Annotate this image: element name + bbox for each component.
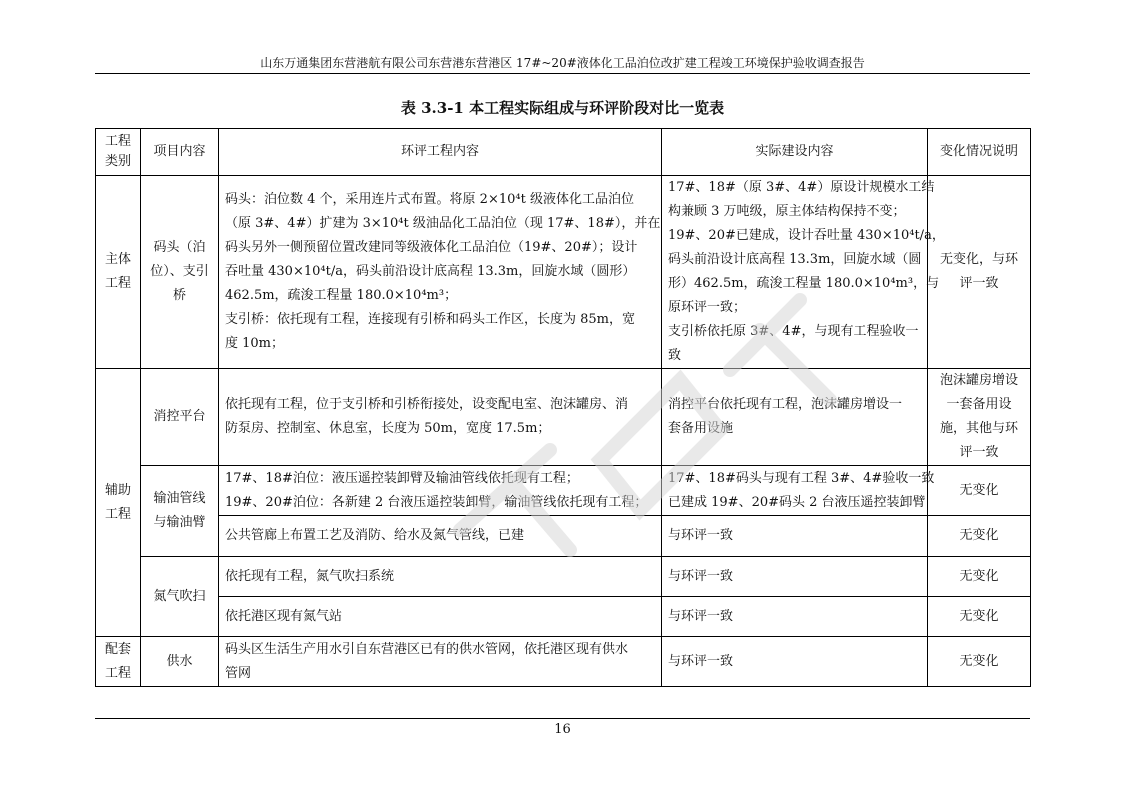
change-pipeline-1: 无变化 bbox=[928, 466, 1031, 516]
table-row-pipeline-1 bbox=[96, 466, 1031, 516]
actual-water-supply: 与环评一致 bbox=[662, 637, 928, 687]
page-number: 16 bbox=[554, 722, 571, 737]
actual-pipeline-2: 与环评一致 bbox=[662, 516, 928, 557]
table-row-fire-platform bbox=[96, 369, 1031, 466]
header-category: 工程 类别 bbox=[96, 129, 141, 176]
eia-nitrogen-1: 依托现有工程，氮气吹扫系统 bbox=[219, 557, 662, 597]
footer-divider bbox=[95, 718, 1030, 719]
category-main: 主体 工程 bbox=[96, 176, 141, 369]
item-water-supply: 供水 bbox=[141, 637, 219, 687]
header-eia: 环评工程内容 bbox=[219, 129, 662, 176]
actual-nitrogen-2: 与环评一致 bbox=[662, 597, 928, 637]
header-item: 项目内容 bbox=[141, 129, 219, 176]
eia-water-supply: 码头区生活生产用水引自东营港区已有的供水管网，依托港区现有供水 管网 bbox=[219, 637, 662, 687]
eia-pipeline-2: 公共管廊上布置工艺及消防、给水及氮气管线，已建 bbox=[219, 516, 662, 557]
table-title: 表 3.3-1 本工程实际组成与环评阶段对比一览表 bbox=[400, 99, 725, 117]
change-fire-platform: 泡沫罐房增设 一套备用设 施，其他与环 评一致 bbox=[928, 369, 1031, 466]
change-wharf: 无变化，与环 评一致 bbox=[928, 176, 1031, 369]
change-nitrogen-2: 无变化 bbox=[928, 597, 1031, 637]
category-support: 配套 工程 bbox=[96, 637, 141, 687]
eia-nitrogen-2: 依托港区现有氮气站 bbox=[219, 597, 662, 637]
actual-nitrogen-1: 与环评一致 bbox=[662, 557, 928, 597]
item-wharf: 码头（泊 位）、支引 桥 bbox=[141, 176, 219, 369]
report-header: 山东万通集团东营港航有限公司东营港东营港区 17#~20#液体化工品泊位改扩建工程竣工环境保护验收调查报告 bbox=[260, 56, 865, 70]
eia-pipeline-1: 17#、18#泊位：液压遥控装卸臂及输油管线依托现有工程； 19#、20#泊位：各新建 2 台液压遥控装卸臂，输油管线依托现有工程； bbox=[219, 466, 662, 516]
table-row-nitrogen-2 bbox=[96, 597, 1031, 637]
table-row-water-supply bbox=[96, 637, 1031, 687]
header-actual: 实际建设内容 bbox=[662, 129, 928, 176]
item-fire-platform: 消控平台 bbox=[141, 369, 219, 466]
table-header-row bbox=[96, 129, 1031, 176]
category-aux: 辅助 工程 bbox=[96, 369, 141, 637]
header-divider bbox=[95, 73, 1030, 74]
change-water-supply: 无变化 bbox=[928, 637, 1031, 687]
change-nitrogen-1: 无变化 bbox=[928, 557, 1031, 597]
actual-wharf: 17#、18#（原 3#、4#）原设计规模水工结 构兼顾 3 万吨级，原主体结构保持不变； 19#、20#已建成，设计吞吐量 430×10⁴t/a， 码头前沿设计底高程 13.3m，回旋水域（圆 形）462.5m，疏浚工程量 180.0×10⁴m³，与 原环评一致； 支引桥依托原 3#、4#，与现有工程验收一 致 bbox=[662, 176, 928, 369]
table-row-pipeline-2 bbox=[96, 516, 1031, 557]
table-row-main bbox=[96, 176, 1031, 369]
change-pipeline-2: 无变化 bbox=[928, 516, 1031, 557]
eia-fire-platform: 依托现有工程，位于支引桥和引桥衔接处，设变配电室、泡沫罐房、消 防泵房、控制室、休息室，长度为 50m，宽度 17.5m； bbox=[219, 369, 662, 466]
actual-fire-platform: 消控平台依托现有工程，泡沫罐房增设一 套备用设施 bbox=[662, 369, 928, 466]
table-row-nitrogen-1 bbox=[96, 557, 1031, 597]
item-pipeline: 输油管线 与输油臂 bbox=[141, 466, 219, 557]
actual-pipeline-1: 17#、18#码头与现有工程 3#、4#验收一致 已建成 19#、20#码头 2 台液压遥控装卸臂 bbox=[662, 466, 928, 516]
header-change: 变化情况说明 bbox=[928, 129, 1031, 176]
item-nitrogen: 氮气吹扫 bbox=[141, 557, 219, 637]
eia-wharf: 码头：泊位数 4 个，采用连片式布置。将原 2×10⁴t 级液体化工品泊位 （原 3#、4#）扩建为 3×10⁴t 级油品化工品泊位（现 17#、18#），并在 码头另外一侧预留位置改建同等级液体化工品泊位（19#、20#）；设计 吞吐量 430×10⁴t/a，码头前沿设计底高程 13.3m，回旋水域（圆形） 462.5m，疏浚工程量 180.0×10⁴m³； 支引桥：依托现有工程，连接现有引桥和码头工作区，长度为 85m，宽 度 10m； bbox=[219, 176, 662, 369]
comparison-table bbox=[95, 128, 1031, 687]
